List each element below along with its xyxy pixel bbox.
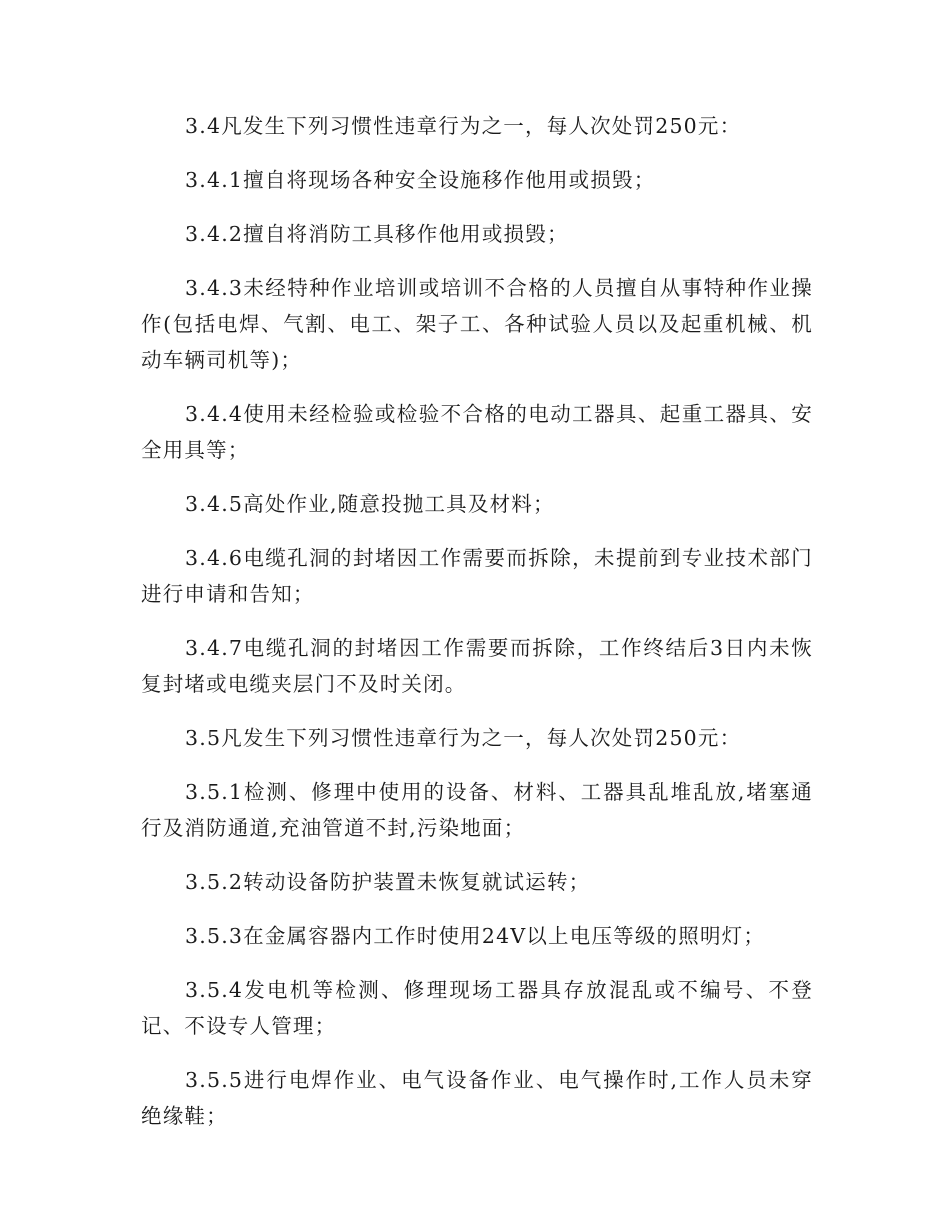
paragraph-3-5: 3.5凡发生下列习惯性违章行为之一，每人次处罚250元： xyxy=(185,726,742,750)
paragraph-3-5-4: 3.5.4发电机等检测、修理现场工器具存放混乱或不编号、不登记、不设专人管理； xyxy=(141,978,813,1038)
paragraph-3-4: 3.4凡发生下列习惯性违章行为之一，每人次处罚250元： xyxy=(185,114,742,138)
paragraph-3-4-5: 3.4.5高处作业,随意投抛工具及材料； xyxy=(185,492,555,516)
paragraph-3-5-5: 3.5.5进行电焊作业、电气设备作业、电气操作时,工作人员未穿绝缘鞋； xyxy=(141,1068,813,1128)
paragraph-3-4-3: 3.4.3未经特种作业培训或培训不合格的人员擅自从事特种作业操作(包括电焊、气割、电工、架子工、各种试验人员以及起重机械、机动车辆司机等)； xyxy=(141,276,813,372)
document-body xyxy=(141,108,813,1152)
paragraph-3-4-7: 3.4.7电缆孔洞的封堵因工作需要而拆除，工作终结后3日内未恢复封堵或电缆夹层门不及时关闭。 xyxy=(141,636,813,696)
paragraph-3-4-4: 3.4.4使用未经检验或检验不合格的电动工器具、起重工器具、安全用具等； xyxy=(141,402,813,462)
paragraph-3-5-1: 3.5.1检测、修理中使用的设备、材料、工器具乱堆乱放,堵塞通行及消防通道,充油管道不封,污染地面； xyxy=(141,780,813,840)
paragraph-3-4-1: 3.4.1擅自将现场各种安全设施移作他用或损毁； xyxy=(185,168,656,192)
paragraph-3-5-3: 3.5.3在金属容器内工作时使用24V以上电压等级的照明灯； xyxy=(185,924,766,948)
paragraph-3-5-2: 3.5.2转动设备防护装置未恢复就试运转； xyxy=(185,870,591,894)
paragraph-3-4-6: 3.4.6电缆孔洞的封堵因工作需要而拆除，未提前到专业技术部门进行申请和告知； xyxy=(141,546,813,606)
paragraph-3-4-2: 3.4.2擅自将消防工具移作他用或损毁； xyxy=(185,222,569,246)
